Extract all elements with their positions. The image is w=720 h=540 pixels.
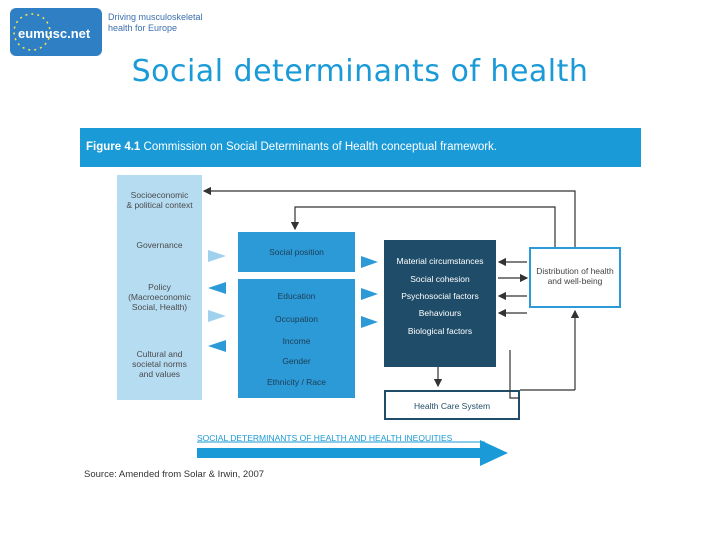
context-arrow-right-1 [208,250,226,262]
intermediary-item: Social cohesion [410,274,470,284]
feedback-arrow-inner [295,207,555,247]
sp-arrow-1 [361,256,378,268]
social-position-heading: Social position [269,247,324,257]
slide-title: Social determinants of health [131,54,589,89]
distribution-label: Distribution of health and well-being [536,266,614,286]
intermediary-item: Psychosocial factors [401,291,479,301]
intermediary-item: Material circumstances [396,256,484,266]
social-position-item: Education [277,291,316,301]
social-position-item: Income [282,336,311,346]
figure-number: Figure 4.1 [86,141,141,153]
social-position-item: Ethnicity / Race [266,377,327,387]
sp-arrow-2 [361,288,378,300]
source-note: Source: Amended from Solar & Irwin, 2007 [84,469,265,480]
intermediary-item: Biological factors [407,326,473,336]
context-arrow-right-2 [208,310,226,322]
context-arrow-left-1 [208,282,226,294]
governance-label: Governance [136,240,183,250]
feedback-arrow-top [204,191,575,247]
context-arrow-left-2 [208,340,226,352]
social-position-item: Occupation [275,314,318,324]
intermediary-item: Behaviours [418,308,462,318]
band-arrow-head [480,440,508,466]
band-label: SOCIAL DETERMINANTS OF HEALTH AND HEALTH INEQUITIES [197,433,453,443]
health-care-to-distribution [510,350,520,398]
context-heading: Socioeconomic & political context [126,190,193,210]
health-care-label: Health Care System [413,401,491,411]
logo-tagline: Driving musculoskeletal health for Europe [108,12,203,33]
figure-caption: Commission on Social Determinants of Health conceptual framework. [143,141,497,153]
logo-wordmark: eumusc.net [18,26,91,41]
sp-arrow-3 [361,316,378,328]
culture-label: Cultural and societal norms and values [132,349,187,379]
policy-label: Policy (Macroeconomic Social, Health) [128,282,191,312]
social-position-item: Gender [282,356,311,366]
band-arrow-shaft [197,448,485,458]
